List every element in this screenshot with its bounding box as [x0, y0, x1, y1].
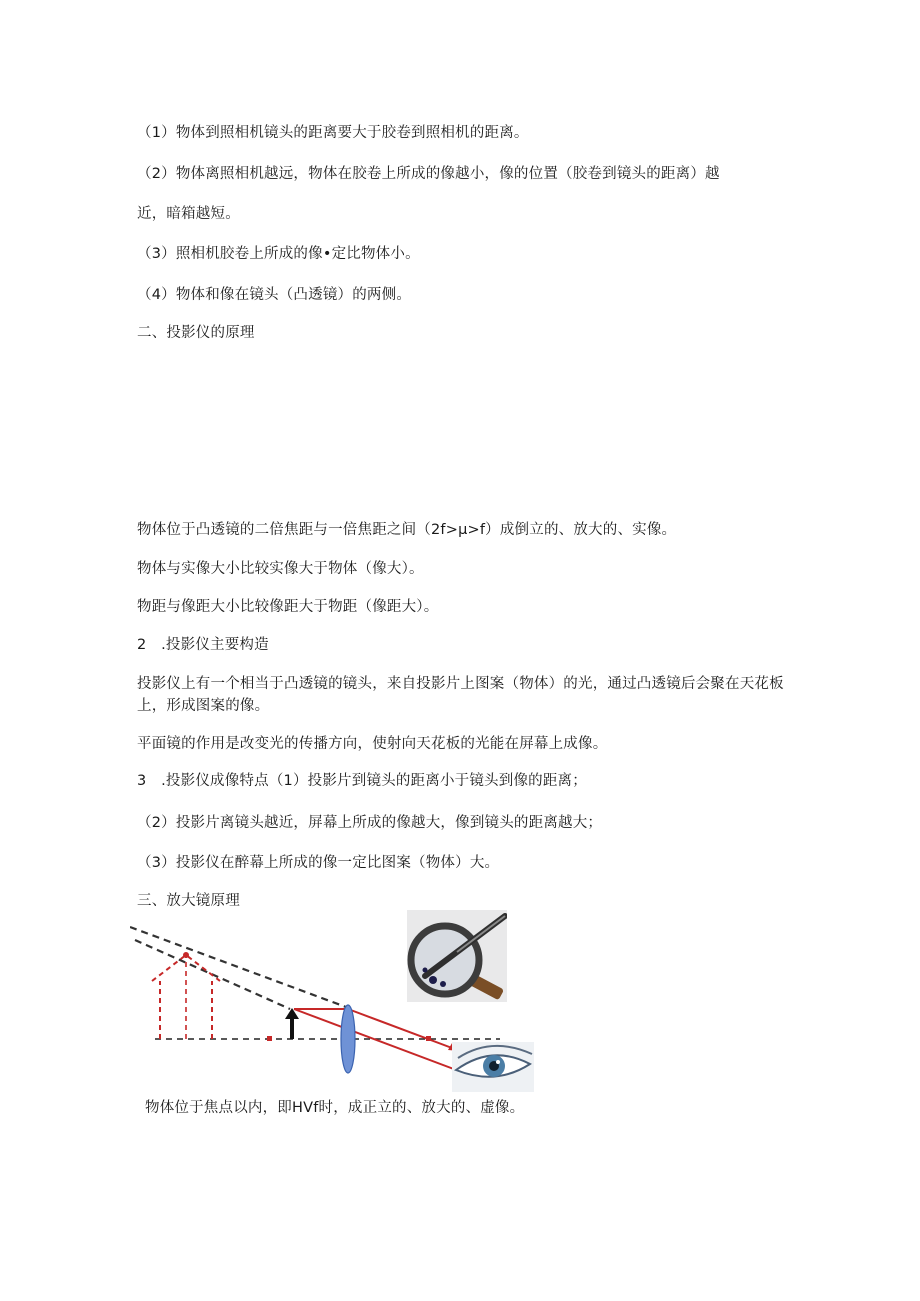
focal-point-left	[267, 1036, 272, 1041]
virtual-image-head	[152, 955, 220, 981]
virtual-ray-upper	[130, 927, 346, 1007]
camera-item-1: （1）物体到照相机镜头的距离要大于胶卷到照相机的距离。	[137, 125, 529, 141]
magnifier-photo	[407, 910, 507, 1002]
camera-item-2a: （2）物体离照相机越远，物体在胶卷上所成的像越小，像的位置（胶卷到镜头的距离）越	[137, 166, 720, 182]
projector-mirror-text: 平面镜的作用是改变光的传播方向，使射向天花板的光能在屏幕上成像。	[137, 736, 608, 752]
convex-lens	[341, 1005, 355, 1073]
camera-item-2b: 近，暗箱越短。	[137, 206, 240, 222]
virtual-image-tip	[183, 952, 189, 958]
magnifier-heading: 三、放大镜原理	[137, 893, 240, 909]
ray-center	[294, 1009, 475, 1077]
camera-item-4: （4）物体和像在镜头（凸透镜）的两侧。	[137, 287, 412, 303]
camera-item-3: （3）照相机胶卷上所成的像•定比物体小。	[137, 246, 420, 262]
eye-photo	[452, 1042, 534, 1092]
projector-principle: 物体位于凸透镜的二倍焦距与一倍焦距之间（2f>μ>f）成倒立的、放大的、实像。	[137, 522, 677, 538]
projector-features-3: （3）投影仪在醉幕上所成的像一定比图案（物体）大。	[137, 855, 500, 871]
magnifier-caption: 物体位于焦点以内，即HVf时，成正立的、放大的、虚像。	[145, 1100, 525, 1116]
projector-structure-text: 投影仪上有一个相当于凸透镜的镜头，来自投影片上图案（物体）的光，通过凸透镜后会聚在天花板上，形成图案的像。	[137, 676, 784, 714]
projector-heading: 二、投影仪的原理	[137, 325, 255, 341]
ray-refracted	[348, 1009, 460, 1051]
projector-distance-compare: 物距与像距大小比较像距大于物距（像距大）。	[137, 599, 439, 615]
projector-size-compare: 物体与实像大小比较实像大于物体（像大）。	[137, 561, 424, 577]
projector-features-2: （2）投影片离镜头越近，屏幕上所成的像越大，像到镜头的距离越大；	[137, 815, 603, 831]
projector-structure-heading: 2 .投影仪主要构造	[137, 637, 269, 653]
projector-features-1: 3 .投影仪成像特点（1）投影片到镜头的距离小于镜头到像的距离；	[137, 773, 587, 789]
